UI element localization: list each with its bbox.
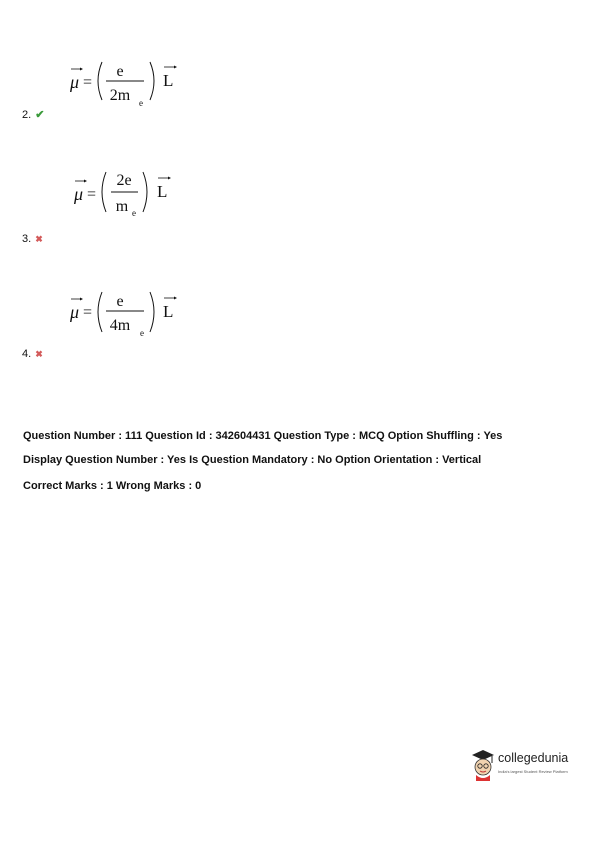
fraction-numerator: e: [116, 293, 124, 310]
subscript: e: [132, 208, 136, 218]
fraction-denominator: 2m: [109, 87, 131, 104]
option-number: 2.: [22, 108, 32, 121]
cross-icon: ✖: [35, 348, 43, 359]
option-3-label[interactable]: [22, 233, 43, 245]
svg-text:=: =: [83, 304, 93, 321]
angular-momentum-symbol: L: [157, 182, 168, 201]
fraction-denominator: 4m: [109, 317, 131, 334]
graduate-mascot-icon: [470, 747, 498, 783]
question-meta-line-2: Display Question Number : Yes Is Question Mandatory : No Option Orientation : Vertical: [23, 454, 482, 466]
option-4-formula: [60, 286, 200, 344]
angular-momentum-symbol: L: [163, 71, 174, 90]
cross-icon: ✖: [35, 233, 43, 244]
angular-momentum-symbol: L: [163, 302, 174, 321]
svg-text:=: =: [83, 74, 93, 91]
question-meta-line-3: Correct Marks : 1 Wrong Marks : 0: [23, 480, 202, 492]
question-meta-line-1: Question Number : 111 Question Id : 342604431 Question Type : MCQ Option Shuffling : Yes: [23, 430, 503, 442]
check-icon: ✔: [35, 109, 45, 121]
logo-tagline: India's largest Student Review Platform: [498, 769, 568, 774]
mu-symbol: μ: [70, 72, 80, 92]
subscript: e: [140, 328, 144, 338]
option-2-label[interactable]: [22, 108, 44, 121]
logo-wordmark: collegedunia: [498, 751, 569, 765]
subscript: e: [139, 98, 143, 108]
option-2-formula: [60, 52, 200, 110]
option-3-formula: [60, 164, 200, 222]
fraction-denominator: m: [115, 198, 129, 215]
fraction-numerator: 2e: [116, 172, 132, 189]
collegedunia-logo: [470, 747, 582, 783]
mu-symbol: μ: [70, 302, 80, 322]
option-number: 3.: [22, 233, 32, 245]
mu-symbol: μ: [74, 184, 84, 204]
svg-text:=: =: [87, 186, 97, 203]
option-number: 4.: [22, 348, 32, 360]
fraction-numerator: e: [116, 63, 124, 80]
option-4-label[interactable]: [22, 348, 43, 360]
